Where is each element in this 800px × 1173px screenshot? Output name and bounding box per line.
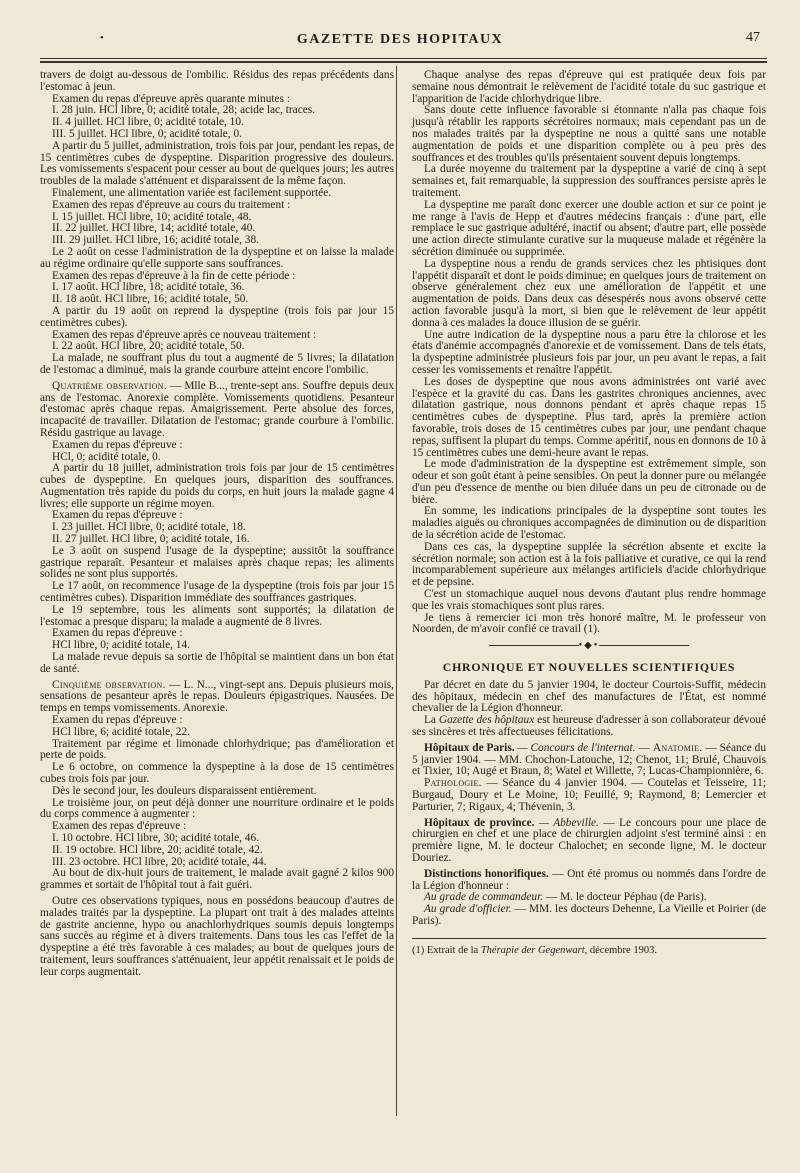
- paragraph: III. 5 juillet. HCl libre, 0; acidité totale, 0.: [52, 127, 242, 140]
- paragraph: Sans doute cette influence favorable si étonnante n'alla pas chaque fois jusqu'à rétablir les rapports sécrétoires normaux; mais cependant pas un de nos malades traités par la dyspeptine ne nous a quitté sans une notable augmentation de poids et une disparition complète ou à peu près des souffrances et des troubles qu'ils présentaient souvent depuis longtemps.: [412, 104, 766, 164]
- ornament-line: [599, 645, 689, 646]
- observation-paragraph: [40, 680, 394, 715]
- paragraph: Le 19 septembre, tous les aliments sont supportés; la dilatation de l'estomac a presque disparu; la malade a augmenté de 8 livres.: [40, 603, 394, 628]
- paragraph: I. 28 juin. HCl libre, 0; acidité totale, 28; acide lac, traces.: [52, 104, 316, 117]
- paragraph: Examen du repas d'épreuve :: [52, 714, 183, 727]
- footnote: [412, 945, 766, 957]
- news-text: — MM. les docteurs Dehenne, La Vieille et Poirier (de Paris).: [412, 903, 766, 927]
- paragraph: HCl, 0; acidité totale, 0.: [52, 450, 161, 463]
- paragraph: Dans ces cas, la dyspeptine supplée la sécrétion absente et excite la sécrétion normale; son action est à la fois palliative et curative, ce qui la rend incomparablement supérieure aux mélanges artificiels d'acide chlorhydrique et de pepsine.: [412, 540, 766, 589]
- paragraph: Dès le second jour, les douleurs disparaissent entièrement.: [52, 784, 317, 797]
- page-number: 47: [746, 30, 760, 45]
- news-paragraph: Par décret en date du 5 janvier 1904, le docteur Courtois-Suffit, médecin des hôpitaux, médecin en chef des manufactures de l'État, est nommé chevalier de la Légion d'honneur.: [412, 678, 766, 715]
- paragraph: I. 10 octobre. HCl libre, 30; acidité totale, 46.: [52, 832, 259, 844]
- paragraph: C'est un stomachique auquel nous devons d'autant plus rendre hommage que les vrais stomachiques sont plus rares.: [412, 588, 766, 612]
- news-subheading: Au grade d'officier.: [424, 903, 512, 916]
- footnote-rule: [412, 938, 766, 939]
- paragraph: Le 6 octobre, on commence la dyspeptine à la dose de 15 centimètres cubes trois fois par jour.: [40, 761, 394, 786]
- ornament-divider: [412, 640, 766, 652]
- paragraph: I. 17 août. HCl libre, 18; acidité totale, 36.: [52, 281, 245, 294]
- header-rule: [40, 58, 767, 59]
- paragraph: En somme, les indications principales de la dyspeptine sont toutes les maladies aiguës ou chroniques accompagnées de diminution ou de disparition de la sécrétion acide de l'estomac.: [412, 505, 766, 542]
- paragraph: II. 19 octobre. HCl libre, 20; acidité totale, 42.: [52, 843, 263, 856]
- paragraph: Le mode d'administration de la dyspeptine est extrêmement simple, son odeur et son goût étant à peine sensibles. On peut la donner pure ou mélangée d'un peu d'essence de menthe ou bien diluée dans un peu de citronade ou de bière.: [412, 458, 766, 506]
- paragraph: Une autre indication de la dyspeptine nous a paru être la chlorose et les états d'anémie accompagnés d'anorexie et de vomissement. Dans de tels états, la dyspeptine administrée plusieurs fois par jour, un peu avant le repas, a fait cesser les vomissements et renaître l'appétit.: [412, 328, 766, 376]
- paragraph: La malade, ne souffrant plus du tout a augmenté de 5 livres; la dilatation de l'estomac a diminué, mais la grande courbure atteint encore l'ombilic.: [40, 352, 394, 376]
- paragraph: Au bout de dix-huit jours de traitement, le malade avait gagné 2 kilos 900 grammes et sortait de l'hôpital tout à fait guéri.: [40, 867, 394, 892]
- paragraph: II. 27 juillet. HCl libre, 0; acidité totale, 16.: [52, 533, 250, 546]
- paragraph: Les doses de dyspeptine que nous avons administrées ont varié avec l'espèce et la gravité du cas. Dans les gastrites chroniques anciennes, avec dilatation gastrique, nous donnons pendant et après chaque repas 15 centimètres cubes de dyspeptine. Plus tard, après la première action favorable, trois doses de 15 centimètres cubes par jour, une pendant chaque repas, suffisent la plupart du temps. Comme apéritif, nous en donnons de 10 à 15 centimètres cubes une demi-heure avant le repas.: [412, 375, 766, 459]
- paragraph: Examen du repas d'épreuve après quarante minutes :: [52, 92, 290, 105]
- news-text: — Séance du 5 janvier 1904. — MM. Chochon-Latouche, 12; Chenot, 11; Brulé, Chauvois et Tixier, 10; Augé et Braun, 8; Watel et Willette, 7; Lucas-Championnière, 6.: [412, 741, 766, 778]
- paragraph: Examen des repas d'épreuve :: [52, 820, 187, 833]
- observation-heading: Cinquième observation.: [52, 678, 166, 691]
- news-text: — Le concours pour une place de chirurgien en chef et une place de chirurgien adjoint s'est terminé ainsi : en première ligne, M. le docteur Chalochet; en seconde ligne, M. le docteur Douriez.: [412, 816, 766, 864]
- observation-paragraph: [40, 381, 394, 440]
- paragraph: I. 23 juillet. HCl libre, 0; acidité totale, 18.: [52, 521, 246, 534]
- column-separator: [396, 66, 397, 1116]
- paragraph: Examen du repas d'épreuve :: [52, 509, 183, 522]
- text-run: La: [424, 714, 439, 727]
- text-run: , décembre 1903.: [584, 944, 657, 956]
- news-text: — Séance du 4 janvier 1904. — Coutelas et Teisseire, 11; Burgaud, Doury et Le Moine, 10; Feuillé, 9; Raymond, 8; Lemercier et Parturier, 7; Rigaux, 4; Thévenin, 3.: [412, 777, 766, 813]
- news-subheading: — Anatomie.: [635, 741, 703, 754]
- section-title: CHRONIQUE ET NOUVELLES SCIENTIFIQUES: [442, 660, 736, 675]
- paragraph: Le troisième jour, on peut déjà donner une nourriture ordinaire et le poids du corps commence à augmenter :: [40, 796, 394, 821]
- news-subheading: Pathologie.: [424, 777, 482, 790]
- news-item: [412, 778, 766, 813]
- news-heading: Distinctions honorifiques.: [424, 867, 549, 880]
- paragraph: La dyspeptine nous a rendu de grands services chez les phtisiques dont l'appétit disparaît et dont le poids diminue; en quelques jours de traitement on observe généralement chez eux une amélioration de l'appétit et une augmentation de poids. Dans deux cas désespérés nous avons observé cette action favorable jusqu'à la mort, si bien que le relèvement de leur appétit donna à ces malades la douce illusion de se guérir.: [412, 257, 766, 329]
- right-column: [412, 70, 766, 957]
- news-item: [412, 869, 766, 893]
- paragraph: Examen des repas d'épreuve au cours du traitement :: [52, 198, 291, 211]
- news-item: [412, 743, 766, 778]
- news-text: — Ont été promus ou nommés dans l'ordre de la Légion d'honneur :: [412, 867, 766, 892]
- news-heading: Hôpitaux de Paris.: [424, 741, 515, 754]
- paragraph: La durée moyenne du traitement par la dyspeptine a varié de cinq à sept semaines et, fait remarquable, la suppression des souffrances persiste après le traitement.: [412, 163, 766, 199]
- news-subheading: — Abbeville.: [534, 816, 599, 829]
- paragraph: Le 3 août on suspend l'usage de la dyspeptine; aussitôt la souffrance gastrique reparaît. Pesanteur et malaises après chaque repas; les aliments solides ne sont plus supportés.: [40, 544, 394, 581]
- paragraph: I. 22 août. HCl libre, 20; acidité totale, 50.: [52, 340, 245, 353]
- paragraph: Le 17 août, on recommence l'usage de la dyspeptine (trois fois par jour 15 centimètres cubes). Disparition immédiate des souffrances gastriques.: [40, 580, 394, 605]
- paragraph: Je tiens à remercier ici mon très honoré maître, M. le professeur von Noorden, de m'avoir confié ce travail (1).: [412, 611, 766, 636]
- paragraph: Examen des repas d'épreuve à la fin de cette période :: [52, 269, 296, 282]
- paragraph: La malade revue depuis sa sortie de l'hôpital se maintient dans un bon état de santé.: [40, 651, 394, 675]
- journal-name: Thérapie der Gegenwart: [480, 944, 585, 956]
- paragraph: Outre ces observations typiques, nous en possédons beaucoup d'autres de malades traités par la dyspeptine. La plupart ont trait à des malades atteints de gastrite ancienne, hypo ou anachlorhydriques soumis depuis longtemps sans succès au régime et à divers traitements. Dans tous les cas l'effet de la dyspeptine a été très favorable à ces malades; au bout de quelques jours de traitement, leurs souffrances s'atténuaient, leur appétit renaissait et le poids de leur corps augmentait.: [40, 894, 394, 978]
- paragraph: La dyspeptine me paraît donc exercer une double action et sur ce point je me range à l'avis de Hepp et d'autres médecins français : d'une part, elle remplace le suc gastrique adultéré, inactif ou absent; d'autre part, elle possède une action directe stimulante curative sur la muqueuse malade et régénère la sécrétion diminuée ou supprimée.: [412, 198, 766, 258]
- ornament-glyph: •◆•: [578, 640, 600, 652]
- paragraph: III. 23 octobre. HCl libre, 20; acidité totale, 44.: [52, 855, 267, 868]
- news-paragraph: [412, 715, 766, 739]
- paragraph: Examen des repas d'épreuve après ce nouveau traitement :: [52, 328, 317, 341]
- paragraph: A partir du 5 juillet, administration, trois fois par jour, pendant les repas, de 15 centimètres cubes de dyspeptine. Disparition progressive des douleurs. Les vomissements s'espacent pour cesser au bout de quelques jours; les autres troubles de la malade s'atténuent et disparaissent de la même façon.: [40, 139, 394, 188]
- paragraph: A partir du 19 août on reprend la dyspeptine (trois fois par jour 15 centimètres cubes).: [40, 304, 394, 329]
- paragraph: Finalement, une alimentation variée est facilement supportée.: [52, 186, 332, 199]
- paragraph: I. 15 juillet. HCl libre, 10; acidité totale, 48.: [52, 210, 252, 223]
- text-run: (1) Extrait de la: [412, 944, 481, 956]
- page-header: [40, 30, 760, 56]
- observation-text: — L. N..., vingt-sept ans. Depuis plusieurs mois, sensations de pesanteur après le repas. Douleurs épigastriques. Nausées. De temps en temps vomissements. Anorexie.: [40, 678, 394, 715]
- observation-text: — Mlle B..., trente-sept ans. Souffre depuis deux ans de l'estomac. Anorexie complète. Vomissements quotidiens. Pesanteur d'estomac après chaque repas. Amaigrissement. Perte absolue des forces, incapacité de travailler. Dilatation de l'estomac; grande courbure à l'ombilic. Résidu gastrique au lavage.: [40, 379, 394, 439]
- paragraph: II. 22 juillet. HCl libre, 14; acidité totale, 40.: [52, 222, 256, 235]
- journal-name: Gazette des hôpitaux: [438, 714, 535, 727]
- ornament-line: [489, 645, 579, 646]
- header-mark: •: [100, 32, 104, 44]
- paragraph: Traitement par régime et limonade chlorhydrique; pas d'amélioration et perte de poids.: [40, 737, 394, 762]
- paragraph: HCl libre, 0; acidité totale, 14.: [52, 639, 190, 652]
- paragraph: II. 4 juillet. HCl libre, 0; acidité totale, 10.: [52, 116, 244, 129]
- paragraph: Chaque analyse des repas d'épreuve qui est pratiquée deux fois par semaine nous démontrait le relèvement de l'acidité totale du suc gastrique et l'apparition de l'acide chlorhydrique libre.: [412, 69, 766, 105]
- left-column: [40, 70, 394, 979]
- header-rule-thick: [40, 61, 767, 63]
- news-item: [412, 818, 766, 865]
- paragraph: HCl libre, 6; acidité totale, 22.: [52, 725, 190, 738]
- paragraph: Examen du repas d'épreuve :: [52, 627, 183, 640]
- news-text: — M. le docteur Péphau (de Paris).: [543, 891, 707, 904]
- news-item: [412, 904, 766, 928]
- paragraph: A partir du 18 juillet, administration trois fois par jour de 15 centimètres cubes de dyspeptine. En quelques jours, disparition des souffrances. Augmentation très rapide du poids du corps, en huit jours la malade gagne 4 livres; elle supporte un régime moyen.: [40, 462, 394, 510]
- paragraph: Examen du repas d'épreuve :: [52, 438, 183, 451]
- paragraph: II. 18 août. HCl libre, 16; acidité totale, 50.: [52, 293, 249, 306]
- paragraph: III. 29 juillet. HCl libre, 16; acidité totale, 38.: [52, 234, 259, 247]
- news-heading: Hôpitaux de province.: [424, 816, 535, 829]
- news-subheading: — Concours de l'internat.: [514, 741, 636, 754]
- paragraph: travers de doigt au-dessous de l'ombilic. Résidus des repas précédents dans l'estomac à jeun.: [40, 69, 394, 93]
- observation-heading: Quatrième observation.: [52, 379, 167, 392]
- news-subheading: Au grade de commandeur.: [424, 891, 544, 904]
- text-run: est heureuse d'adresser à son collaborateur dévoué ses sincères et très affectueuses félicitations.: [412, 714, 766, 739]
- paragraph: Le 2 août on cesse l'administration de la dyspeptine et on laisse la malade au régime ordinaire qu'elle supporte sans souffrances.: [40, 245, 394, 270]
- journal-title: GAZETTE DES HOPITAUX: [296, 32, 504, 47]
